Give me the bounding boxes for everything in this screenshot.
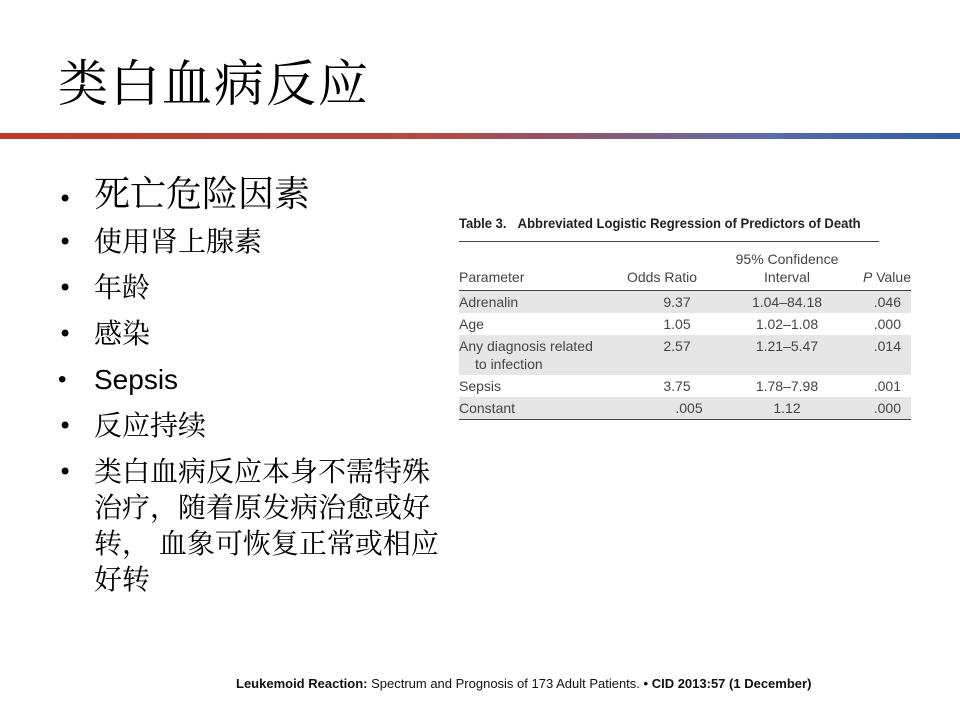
bullet-item [56, 270, 456, 306]
footer-article-title: Leukemoid Reaction: [236, 676, 368, 691]
citation-footer [236, 676, 811, 691]
table-row [459, 397, 911, 420]
bullet-dot: • [58, 228, 73, 256]
header-odds-ratio: Odds Ratio [627, 242, 727, 291]
bullet-dot: • [58, 412, 73, 440]
cell-ci: 1.78–7.98 [755, 378, 819, 394]
bullet-text: 类白血病反应本身不需特殊治疗，随着原发病治愈或好转， 血象可恢复正常或相应好转 [94, 455, 439, 596]
header-parameter: Parameter [459, 242, 627, 291]
table-row [459, 291, 911, 314]
cell-odds-ratio: 2.57 [627, 335, 727, 375]
cell-odds-ratio: 3.75 [663, 378, 691, 394]
table-header-row [459, 242, 911, 291]
table-row [459, 375, 911, 397]
cell-p-value: .046 [847, 291, 911, 314]
bullet-dot: • [58, 185, 73, 213]
cell-parameter-line2: to infection [475, 356, 543, 372]
bullet-text: 反应持续 [94, 409, 207, 442]
bullet-item [56, 172, 456, 218]
bullet-item [56, 408, 456, 444]
slide-title: 类白血病反应 [58, 55, 370, 113]
header-ci-line2: Interval [764, 269, 810, 285]
cell-parameter: Adrenalin [459, 291, 627, 314]
cell-parameter: Age [459, 316, 484, 332]
bullet-text: 感染 [94, 317, 151, 350]
cell-odds-ratio: 9.37 [627, 291, 727, 314]
cell-p-value: .000 [873, 316, 901, 332]
bullet-text: Sepsis [94, 364, 179, 395]
cell-parameter: Sepsis [459, 378, 502, 394]
cell-parameter: Constant [459, 397, 627, 420]
cell-parameter-line1: Any diagnosis related [459, 338, 593, 354]
bullet-dot: • [58, 458, 73, 486]
footer-subtitle: Spectrum and Prognosis of 173 Adult Patients. [367, 676, 644, 691]
bullet-dot: • [58, 274, 73, 302]
table-row [459, 313, 911, 335]
bullet-text: 年龄 [94, 271, 151, 304]
bullet-dot: • [58, 320, 73, 348]
table-number: Table 3. [459, 215, 507, 231]
footer-bullet: • [643, 676, 649, 691]
title-divider [0, 133, 960, 139]
cell-odds-ratio: .005 [627, 397, 727, 420]
cell-p-value: .001 [873, 378, 901, 394]
cell-odds-ratio: 1.05 [663, 316, 691, 332]
cell-p-value: .000 [847, 397, 911, 420]
bullet-item [56, 362, 456, 398]
table-row [459, 335, 911, 375]
header-confidence-interval [727, 242, 847, 291]
cell-ci: 1.02–1.08 [755, 316, 819, 332]
regression-table [459, 215, 911, 420]
table-title: Abbreviated Logistic Regression of Predictors of Death [517, 215, 861, 231]
cell-ci: 1.04–84.18 [727, 291, 847, 314]
bullet-list [56, 172, 456, 608]
cell-ci: 1.21–5.47 [727, 335, 847, 375]
bullet-text: 使用肾上腺素 [94, 225, 263, 258]
table-body [459, 242, 911, 420]
header-ci-line1: 95% Confidence [735, 251, 839, 267]
bullet-text: 死亡危险因素 [94, 174, 311, 215]
footer-citation: CID 2013:57 (1 December) [648, 676, 812, 691]
cell-p-value: .014 [847, 335, 911, 375]
cell-parameter [459, 335, 627, 375]
bullet-item [56, 224, 456, 260]
bullet-dot: • [58, 366, 67, 393]
table-caption [459, 215, 879, 242]
bullet-item [56, 454, 456, 598]
header-p-value [847, 242, 911, 291]
header-p-italic: P [862, 269, 873, 285]
header-p-rest: Value [872, 269, 911, 285]
cell-ci: 1.12 [727, 397, 847, 420]
bullet-item [56, 316, 456, 352]
